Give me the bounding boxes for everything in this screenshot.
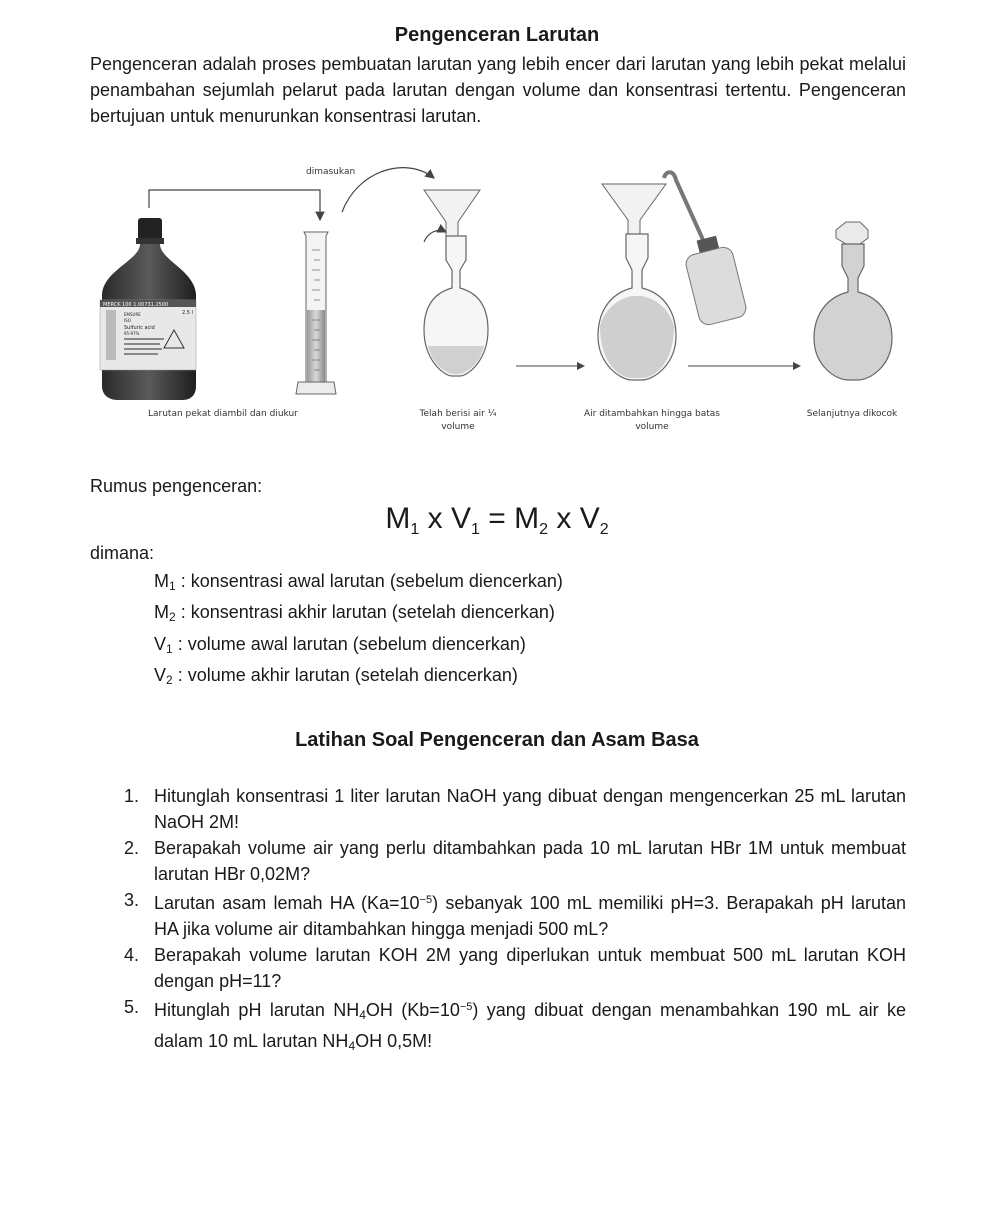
caption-step3-line2: volume	[635, 422, 669, 432]
definition-item: $V_2$ : volume akhir larutan (setelah diencerkan)	[154, 664, 518, 687]
question-item: 3. Larutan asam lemah HA $(Ka=10^{-5})$ sebanyak 100 mL memiliki pH=3. Berapakah pH larutan HA jika volume air ditambahkan hingga menjadi 500 mL?	[124, 890, 906, 939]
flask-stoppered	[814, 222, 892, 380]
where-label: dimana:	[90, 543, 155, 563]
definition-list	[154, 568, 563, 693]
question-item: 5. Hitunglah pH larutan $NH_4OH$ $(Kb=10^{-5})$ yang dibuat dengan menambahkan 190 mL air ke dalam 10 mL larutan $NH_4OH$ 0,5M!	[124, 997, 906, 1053]
svg-text:Sulfuric acid: Sulfuric acid	[124, 325, 155, 331]
question-item: 1. Hitunglah konsentrasi 1 liter larutan NaOH yang dibuat dengan mengencerkan 25 mL larutan NaOH 2M!	[124, 786, 906, 832]
question-item: 2. Berapakah volume air yang perlu ditambahkan pada 10 mL larutan HBr 1M untuk membuat larutan HBr 0,02M?	[124, 838, 906, 884]
definition-item: $V_1$ : volume awal larutan (sebelum diencerkan)	[154, 633, 526, 656]
question-item: 4. Berapakah volume larutan KOH 2M yang diperlukan untuk membuat 500 mL larutan KOH dengan pH=11?	[124, 945, 906, 991]
caption-step2-line2: volume	[441, 422, 475, 432]
caption-step3-line1: Air ditambahkan hingga batas	[584, 409, 720, 419]
transfer-bracket	[149, 190, 320, 220]
svg-text:2.5 l: 2.5 l	[182, 310, 193, 316]
formula-label: Rumus pengenceran:	[90, 476, 263, 496]
dilution-figure	[96, 160, 906, 440]
svg-text:95-97%: 95-97%	[124, 331, 140, 336]
arrow-label: dimasukan	[306, 167, 356, 177]
svg-text:EMSURE: EMSURE	[124, 312, 141, 317]
svg-text:ISO: ISO	[124, 318, 131, 323]
flask-quarter-water	[424, 190, 488, 376]
definition-item: $M_2$ : konsentrasi akhir larutan (setelah diencerkan)	[154, 602, 555, 625]
curved-arrow	[342, 168, 434, 212]
section-title: Latihan Soal Pengenceran dan Asam Basa	[295, 729, 699, 751]
dilution-illustration	[96, 160, 906, 440]
caption-step2-line1: Telah berisi air ¼	[419, 409, 497, 419]
graduated-cylinder	[296, 232, 336, 394]
reagent-bottle	[100, 218, 196, 400]
question-list	[120, 783, 906, 1059]
flask-filled-to-mark	[598, 172, 748, 380]
dilution-formula: $M_1$ x $V_1 = M_2$ x $V_2$	[385, 502, 609, 538]
definition-item: $M_1$ : konsentrasi awal larutan (sebelum diencerkan)	[154, 571, 563, 593]
svg-text:MERCK 100 1.00731.2500: MERCK 100 1.00731.2500	[103, 302, 169, 308]
page-title: Pengenceran Larutan	[394, 24, 600, 46]
caption-step1: Larutan pekat diambil dan diukur	[148, 409, 298, 419]
intro-paragraph: Pengenceran adalah proses pembuatan larutan yang lebih encer dari larutan yang lebih pekat melalui penambahan sejumlah pelarut pada larutan dengan volume dan konsentrasi tertentu. Pengenceran bertujuan untuk menurunkan konsentrasi larutan.	[90, 54, 906, 126]
caption-step4: Selanjutnya dikocok	[806, 409, 898, 419]
